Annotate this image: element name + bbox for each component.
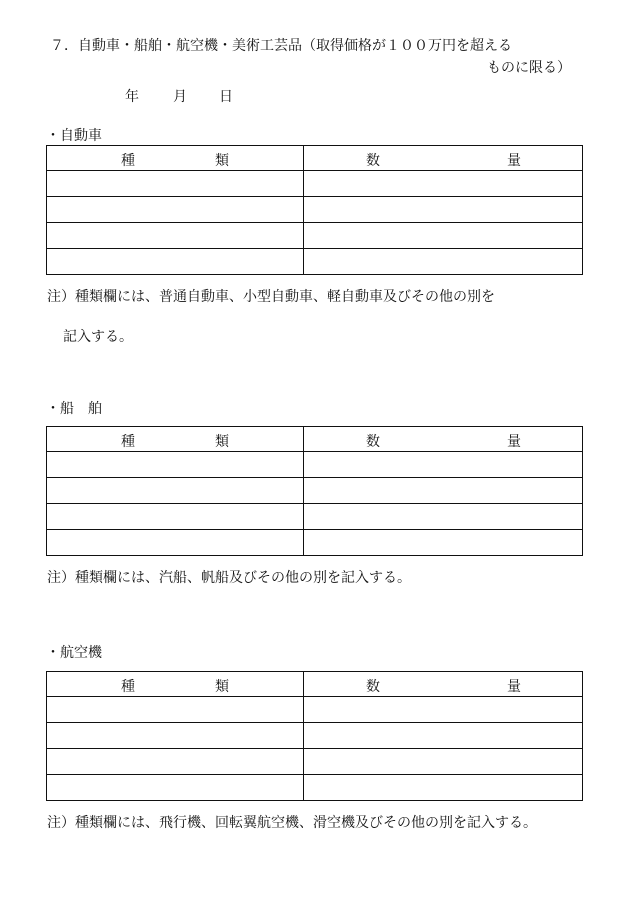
quantity-cell[interactable] xyxy=(304,723,583,749)
kind-cell[interactable] xyxy=(47,697,304,723)
kind-cell[interactable] xyxy=(47,478,304,504)
quantity-header xyxy=(304,146,583,171)
document-title: ７．自動車・船舶・航空機・美術工芸品（取得価格が１００万円を超える xyxy=(50,38,512,54)
quantity-cell[interactable] xyxy=(304,530,583,556)
table-row xyxy=(47,197,583,223)
quantity-cell[interactable] xyxy=(304,249,583,275)
quantity-cell[interactable] xyxy=(304,478,583,504)
quantity-cell[interactable] xyxy=(304,775,583,801)
kind-cell[interactable] xyxy=(47,171,304,197)
kind-header-char-1: 種 xyxy=(121,434,135,450)
kind-cell[interactable] xyxy=(47,249,304,275)
quantity-cell[interactable] xyxy=(304,223,583,249)
ship-note: 注）種類欄には、汽船、帆船及びその他の別を記入する。 xyxy=(47,570,411,586)
kind-cell[interactable] xyxy=(47,223,304,249)
kind-cell[interactable] xyxy=(47,197,304,223)
table-row xyxy=(47,504,583,530)
table-header-row xyxy=(47,427,583,452)
quantity-header xyxy=(304,427,583,452)
table-row xyxy=(47,452,583,478)
quantity-cell[interactable] xyxy=(304,749,583,775)
kind-header xyxy=(47,427,304,452)
quantity-cell[interactable] xyxy=(304,171,583,197)
kind-cell[interactable] xyxy=(47,530,304,556)
quantity-cell[interactable] xyxy=(304,452,583,478)
table-row xyxy=(47,223,583,249)
kind-header-char-2: 類 xyxy=(215,153,229,169)
quantity-header-char-2: 量 xyxy=(507,153,521,169)
table-row xyxy=(47,171,583,197)
quantity-header-char-2: 量 xyxy=(507,679,521,695)
quantity-header-char-1: 数 xyxy=(366,679,380,695)
automobile-note-continued: 記入する。 xyxy=(63,329,133,345)
kind-header-char-2: 類 xyxy=(215,434,229,450)
kind-cell[interactable] xyxy=(47,504,304,530)
table-row xyxy=(47,249,583,275)
table-header-row xyxy=(47,672,583,697)
kind-header-char-2: 類 xyxy=(215,679,229,695)
quantity-cell[interactable] xyxy=(304,504,583,530)
date-month-label: 月 xyxy=(173,89,187,105)
kind-cell[interactable] xyxy=(47,749,304,775)
table-row xyxy=(47,478,583,504)
kind-header-char-1: 種 xyxy=(121,679,135,695)
table-row xyxy=(47,749,583,775)
kind-cell[interactable] xyxy=(47,452,304,478)
table-row xyxy=(47,775,583,801)
date-year-label: 年 xyxy=(125,89,139,105)
section-label-ship: ・船 舶 xyxy=(46,401,102,417)
kind-cell[interactable] xyxy=(47,775,304,801)
section-label-aircraft: ・航空機 xyxy=(46,645,102,661)
table-row xyxy=(47,530,583,556)
quantity-header-char-1: 数 xyxy=(366,153,380,169)
automobile-table xyxy=(46,145,583,275)
kind-header xyxy=(47,146,304,171)
aircraft-note: 注）種類欄には、飛行機、回転翼航空機、滑空機及びその他の別を記入する。 xyxy=(47,815,537,831)
table-row xyxy=(47,697,583,723)
aircraft-table xyxy=(46,671,583,801)
section-label-automobile: ・自動車 xyxy=(46,128,102,144)
date-day-label: 日 xyxy=(219,89,233,105)
table-row xyxy=(47,723,583,749)
kind-header-char-1: 種 xyxy=(121,153,135,169)
document-title-continued: ものに限る） xyxy=(487,60,571,76)
table-header-row xyxy=(47,146,583,171)
quantity-header-char-2: 量 xyxy=(507,434,521,450)
kind-header xyxy=(47,672,304,697)
ship-table xyxy=(46,426,583,556)
quantity-cell[interactable] xyxy=(304,197,583,223)
quantity-header-char-1: 数 xyxy=(366,434,380,450)
quantity-cell[interactable] xyxy=(304,697,583,723)
quantity-header xyxy=(304,672,583,697)
automobile-note: 注）種類欄には、普通自動車、小型自動車、軽自動車及びその他の別を xyxy=(47,289,495,305)
kind-cell[interactable] xyxy=(47,723,304,749)
